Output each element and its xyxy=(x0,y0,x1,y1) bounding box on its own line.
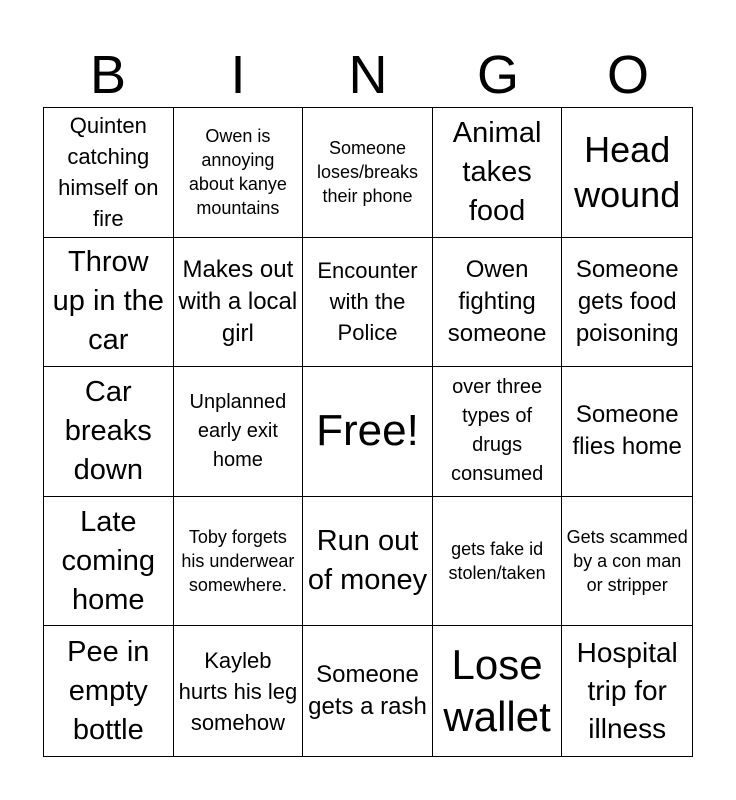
bingo-cell[interactable] xyxy=(174,497,304,627)
cell-text: Owen fighting someone xyxy=(447,255,547,347)
cell-text: Someone flies home xyxy=(572,401,682,461)
cell-text: Throw up in the car xyxy=(52,246,164,357)
bingo-cell[interactable] xyxy=(44,238,174,368)
bingo-cell[interactable] xyxy=(303,108,433,238)
header-letter-g: G xyxy=(476,45,519,105)
bingo-cell[interactable] xyxy=(303,626,433,756)
cell-text: Hospital trip for illness xyxy=(576,637,678,745)
cell-text: Late coming home xyxy=(61,505,156,616)
bingo-cell[interactable] xyxy=(44,497,174,627)
cell-text: Makes out with a local girl xyxy=(178,255,298,347)
bingo-cell[interactable] xyxy=(174,626,304,756)
cell-text: Pee in empty bottle xyxy=(67,635,150,746)
cell-text: Head wound xyxy=(574,129,681,216)
bingo-cell[interactable] xyxy=(174,108,304,238)
bingo-card xyxy=(43,107,693,757)
bingo-cell[interactable] xyxy=(562,497,692,627)
cell-text: Someone gets a rash xyxy=(308,661,427,721)
cell-text: gets fake id stolen/taken xyxy=(448,539,546,584)
cell-text: Someone loses/breaks their phone xyxy=(316,138,419,207)
bingo-header xyxy=(43,44,693,106)
bingo-cell[interactable] xyxy=(562,108,692,238)
cell-text: Someone gets food poisoning xyxy=(575,255,679,347)
bingo-cell[interactable] xyxy=(44,367,174,497)
cell-text: Run out of money xyxy=(307,525,428,597)
cell-text: Unplanned early exit home xyxy=(189,390,287,471)
bingo-cell[interactable] xyxy=(303,497,433,627)
cell-text: Animal takes food xyxy=(452,116,542,227)
bingo-free-cell[interactable] xyxy=(303,367,433,497)
free-space-text: Free! xyxy=(316,406,419,456)
cell-text: Car breaks down xyxy=(64,375,152,486)
bingo-cell[interactable] xyxy=(44,108,174,238)
cell-text: Encounter with the Police xyxy=(317,258,418,346)
bingo-cell[interactable] xyxy=(433,497,563,627)
bingo-cell[interactable] xyxy=(303,238,433,368)
bingo-cell[interactable] xyxy=(433,367,563,497)
bingo-cell[interactable] xyxy=(433,626,563,756)
cell-text: Owen is annoying about kanye mountains xyxy=(188,126,287,219)
bingo-cell[interactable] xyxy=(174,367,304,497)
bingo-cell[interactable] xyxy=(562,367,692,497)
cell-text: Gets scammed by a con man or stripper xyxy=(566,527,688,596)
cell-text: Kayleb hurts his leg somehow xyxy=(178,647,298,735)
bingo-cell[interactable] xyxy=(433,108,563,238)
header-letter-o: O xyxy=(606,45,649,105)
bingo-cell[interactable] xyxy=(433,238,563,368)
bingo-cell[interactable] xyxy=(44,626,174,756)
bingo-cell[interactable] xyxy=(562,626,692,756)
cell-text: Lose wallet xyxy=(443,641,551,741)
header-letter-i: I xyxy=(230,45,246,105)
cell-text: Toby forgets his underwear somewhere. xyxy=(181,527,295,596)
header-letter-n: N xyxy=(348,45,388,105)
cell-text: Quinten catching himself on fire xyxy=(58,113,159,232)
bingo-cell[interactable] xyxy=(174,238,304,368)
bingo-cell[interactable] xyxy=(562,238,692,368)
cell-text: over three types of drugs consumed xyxy=(450,376,544,486)
header-letter-b: B xyxy=(89,45,127,105)
